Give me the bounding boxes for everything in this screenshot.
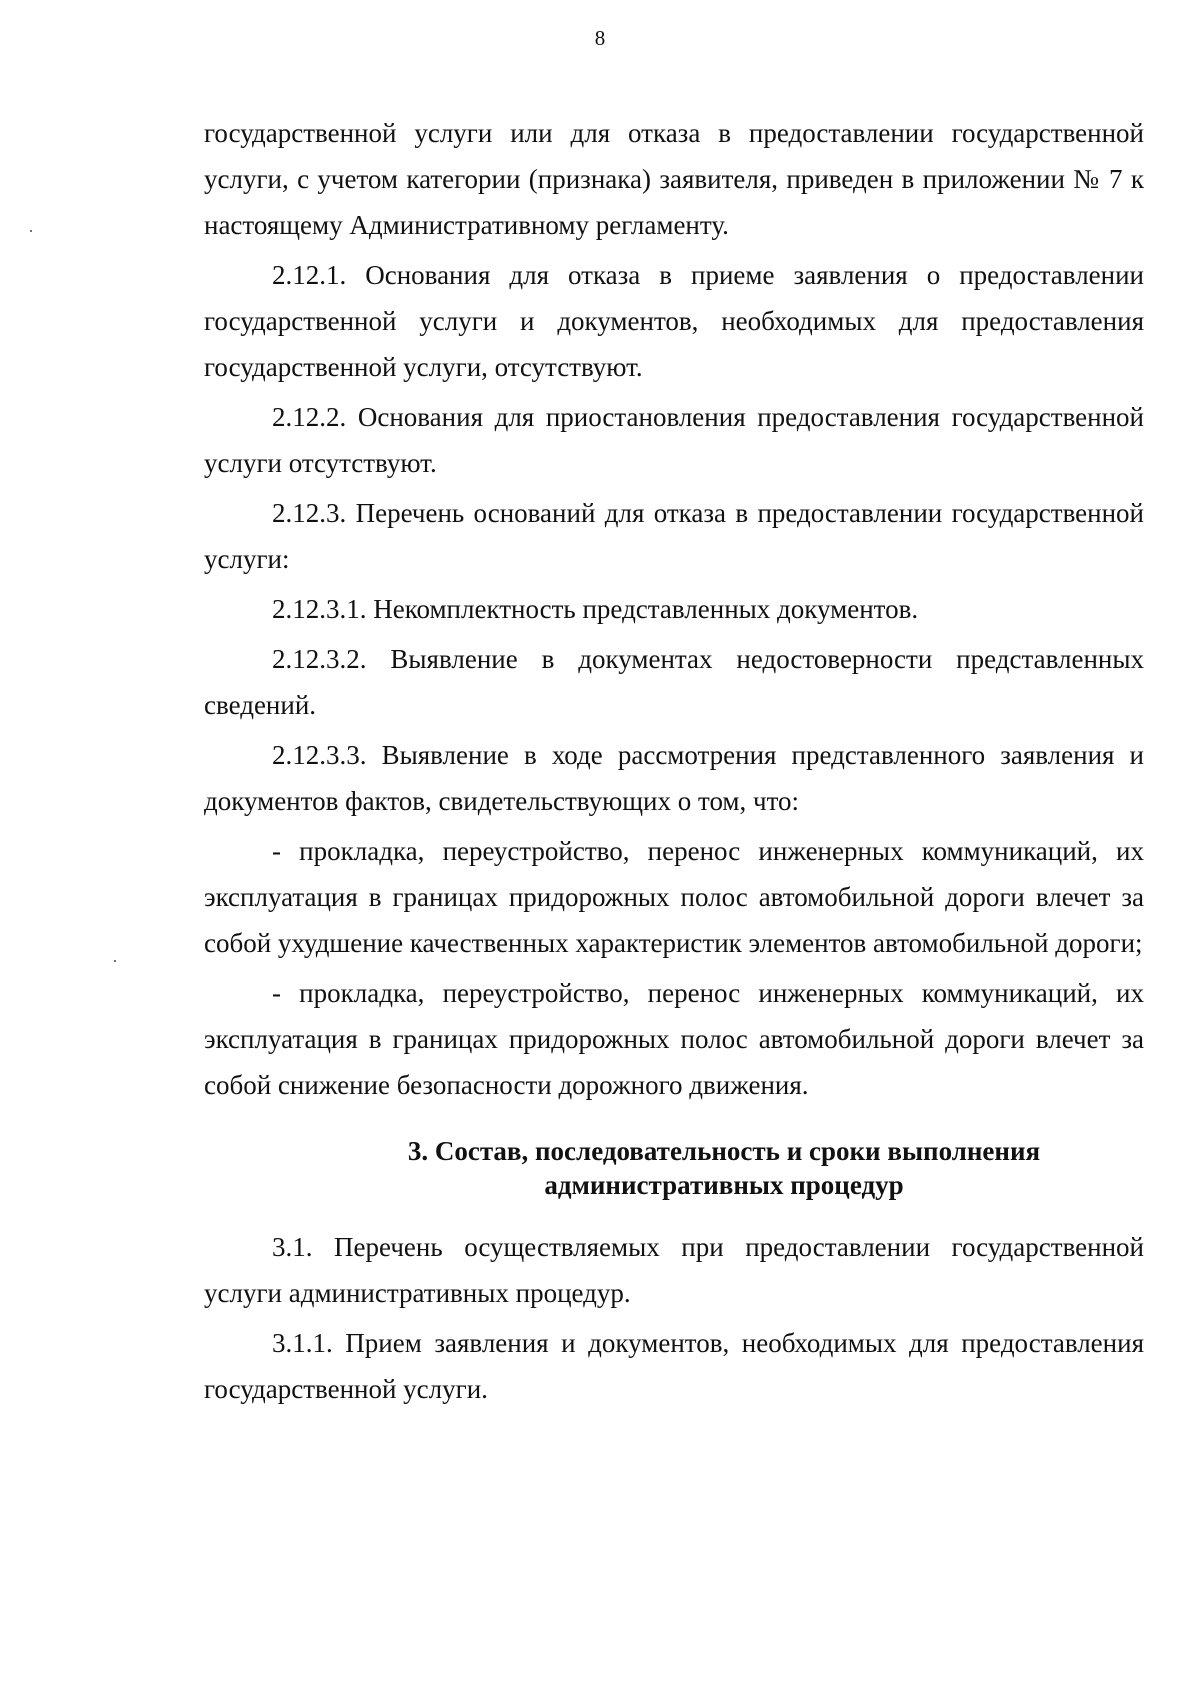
paragraph-2-12-1: 2.12.1. Основания для отказа в приеме заявления о предоставлении государственной услуги и документов, необходимых для предоставления государственной услуги, отсутствуют. [204, 260, 1144, 382]
section-heading [204, 1134, 1144, 1202]
document-body [204, 110, 1144, 1416]
paragraph-3-1-1: 3.1.1. Прием заявления и документов, необходимых для предоставления государственной услуги. [204, 1328, 1144, 1404]
list-item-degradation: - прокладка, переустройство, перенос инженерных коммуникаций, их эксплуатация в границах придорожных полос автомобильной дороги влечет за собой ухудшение качественных характеристик элементов автомобильной дороги; [204, 836, 1144, 958]
paragraph-2-12-3-3: 2.12.3.3. Выявление в ходе рассмотрения представленного заявления и документов фактов, свидетельствующих о том, что: [204, 740, 1144, 816]
page-number: 8 [594, 26, 606, 50]
paragraph-2-12-3-2: 2.12.3.2. Выявление в документах недостоверности представленных сведений. [204, 644, 1144, 720]
paragraph-continuation: государственной услуги или для отказа в предоставлении государственной услуги, с учетом категории (признака) заявителя, приведен в приложении № 7 к настоящему Административному регламенту. [204, 118, 1144, 240]
paragraph-2-12-2: 2.12.2. Основания для приостановления предоставления государственной услуги отсутствуют. [204, 402, 1144, 478]
section-heading-line-1: 3. Состав, последовательность и сроки выполнения [407, 1136, 1041, 1166]
paragraph-2-12-3-1: 2.12.3.1. Некомплектность представленных документов. [272, 594, 919, 624]
scan-speck [30, 230, 32, 232]
list-item-safety: - прокладка, переустройство, перенос инженерных коммуникаций, их эксплуатация в границах придорожных полос автомобильной дороги влечет за собой снижение безопасности дорожного движения. [204, 978, 1144, 1100]
paragraph-2-12-3: 2.12.3. Перечень оснований для отказа в предоставлении государственной услуги: [204, 498, 1144, 574]
section-heading-line-2: административных процедур [544, 1170, 904, 1200]
scan-speck [114, 960, 116, 962]
paragraph-3-1: 3.1. Перечень осуществляемых при предоставлении государственной услуги административных процедур. [204, 1232, 1144, 1308]
